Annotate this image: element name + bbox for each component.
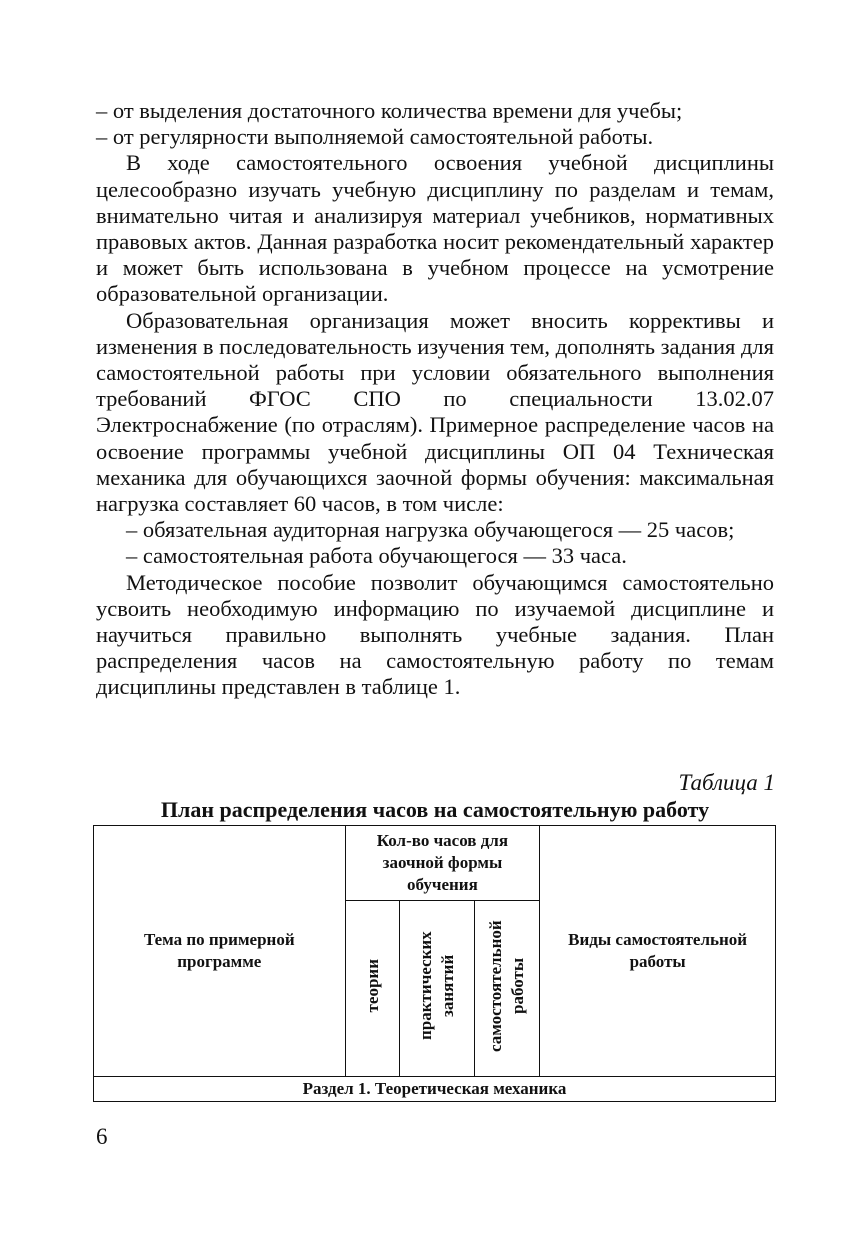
header-theory-cell (345, 901, 400, 1077)
header-topic: Тема по примерной программе (94, 826, 346, 1077)
header-hours-group: Кол-во часов для заочной формы обучения (345, 826, 540, 901)
paragraph: – от регулярности выполняемой самостоятельной работы. (96, 124, 654, 150)
body-text (96, 98, 774, 701)
header-practice: практических занятий (416, 931, 458, 1040)
paragraph: – обязательная аудиторная нагрузка обучающегося — 25 часов; (126, 517, 735, 543)
header-theory: теории (362, 958, 382, 1013)
table-caption: Таблица 1 (678, 770, 775, 795)
header-practice-cell (400, 901, 475, 1077)
paragraph: Образовательная организация может вносить коррективы и изменения в последовательность изучения тем, дополнять задания для самостоятельной работы при условии обязательного выполнения требований ФГОС СПО по специальности 13.02.07 Электроснабжение (по отраслям). Примерное распределение часов на освоение программы учебной дисциплины ОП 04 Техническая механика для обучающихся заочной формы обучения: максимальная нагрузка составляет 60 часов, в том числе: (96, 307, 775, 517)
paragraph: – самостоятельная работа обучающегося — 33 часа. (126, 543, 627, 569)
page-number: 6 (96, 1124, 108, 1149)
paragraph: – от выделения достаточного количества времени для учебы; (96, 98, 683, 123)
header-kinds: Виды самостоятельной работы (540, 826, 776, 1077)
header-self: самостоятельной работы (486, 919, 528, 1052)
table-title: План распределения часов на самостоятельную работу (160, 797, 710, 822)
paragraph: Методическое пособие позволит обучающимся самостоятельно усвоить необходимую информацию по изучаемой дисциплине и научиться правильно выполнять учебные задания. План распределения часов на самостоятельную работу по темам дисциплины представлен в таблице 1. (96, 569, 774, 700)
header-self-cell (475, 901, 540, 1077)
section-row: Раздел 1. Теоретическая механика (94, 1077, 776, 1102)
paragraph: В ходе самостоятельного освоения учебной дисциплины целесообразно изучать учебную дисциплину по разделам и темам, внимательно читая и анализируя материал учебников, нормативных правовых актов. Данная разработка носит рекомендательный характер и может быть использована в учебном процессе на усмотрение образовательной организации. (96, 150, 774, 307)
hours-plan-table (93, 825, 776, 1102)
